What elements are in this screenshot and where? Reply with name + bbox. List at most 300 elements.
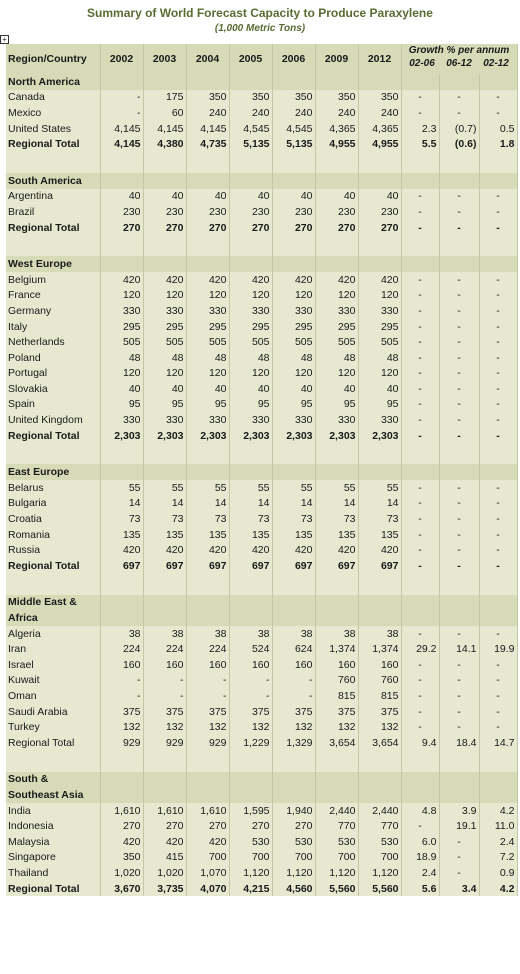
empty-cell: [6, 152, 100, 173]
header-year: 2006: [272, 44, 315, 74]
empty-cell: [315, 464, 358, 480]
empty-cell: [315, 235, 358, 256]
table-row: [6, 319, 517, 335]
table-row: [6, 626, 517, 642]
empty-cell: [143, 74, 186, 90]
growth-value: -: [439, 511, 479, 527]
region-header-row: [6, 772, 517, 788]
section-spacer: [6, 235, 517, 256]
growth-value: -: [439, 366, 479, 382]
capacity-value: 505: [100, 334, 143, 350]
capacity-value: 230: [272, 204, 315, 220]
empty-cell: [100, 443, 143, 464]
capacity-value: -: [100, 105, 143, 121]
capacity-value: 55: [229, 480, 272, 496]
empty-cell: [358, 464, 401, 480]
country-name: Israel: [6, 657, 100, 673]
empty-cell: [272, 751, 315, 772]
region-name: South America: [6, 173, 100, 189]
country-name: Regional Total: [6, 881, 100, 897]
table-row: [6, 834, 517, 850]
country-name: Regional Total: [6, 558, 100, 574]
region-header-row: [6, 256, 517, 272]
capacity-value: 2,303: [315, 428, 358, 444]
capacity-value: 929: [186, 735, 229, 751]
capacity-value: 40: [272, 189, 315, 205]
empty-cell: [358, 235, 401, 256]
table-row: [6, 381, 517, 397]
empty-cell: [401, 464, 439, 480]
capacity-value: 160: [358, 657, 401, 673]
growth-value: 18.4: [439, 735, 479, 751]
empty-cell: [479, 152, 517, 173]
empty-cell: [100, 464, 143, 480]
country-name: Regional Total: [6, 428, 100, 444]
capacity-value: 40: [358, 189, 401, 205]
growth-value: -: [401, 511, 439, 527]
growth-value: -: [479, 719, 517, 735]
capacity-value: 230: [186, 204, 229, 220]
growth-value: -: [439, 657, 479, 673]
table-row: [6, 865, 517, 881]
capacity-value: 697: [272, 558, 315, 574]
empty-cell: [100, 787, 143, 803]
capacity-value: 120: [272, 288, 315, 304]
growth-value: -: [479, 334, 517, 350]
capacity-value: 330: [143, 303, 186, 319]
capacity-value: 375: [143, 704, 186, 720]
capacity-value: 697: [186, 558, 229, 574]
growth-value: -: [479, 366, 517, 382]
empty-cell: [401, 74, 439, 90]
country-name: Indonesia: [6, 818, 100, 834]
region-name: Southeast Asia: [6, 787, 100, 803]
capacity-value: 420: [186, 272, 229, 288]
growth-value: -: [479, 657, 517, 673]
empty-cell: [401, 173, 439, 189]
growth-value: -: [401, 527, 439, 543]
empty-cell: [143, 443, 186, 464]
capacity-value: -: [100, 90, 143, 106]
region-name: Africa: [6, 610, 100, 626]
empty-cell: [401, 595, 439, 611]
capacity-value: 120: [272, 366, 315, 382]
capacity-value: 230: [100, 204, 143, 220]
capacity-value: 420: [100, 834, 143, 850]
growth-value: -: [439, 204, 479, 220]
region-header-row: [6, 595, 517, 611]
capacity-value: 530: [358, 834, 401, 850]
empty-cell: [358, 443, 401, 464]
capacity-value: 815: [315, 688, 358, 704]
country-name: Belarus: [6, 480, 100, 496]
growth-value: -: [439, 303, 479, 319]
capacity-value: 240: [229, 105, 272, 121]
empty-cell: [315, 173, 358, 189]
growth-value: -: [401, 412, 439, 428]
growth-value: 4.8: [401, 803, 439, 819]
cell-selector-marker[interactable]: +: [0, 35, 9, 44]
country-name: Poland: [6, 350, 100, 366]
empty-cell: [229, 574, 272, 595]
country-name: Argentina: [6, 189, 100, 205]
capacity-value: 505: [186, 334, 229, 350]
empty-cell: [358, 574, 401, 595]
growth-value: -: [439, 288, 479, 304]
capacity-value: 375: [315, 704, 358, 720]
capacity-value: 5,560: [358, 881, 401, 897]
capacity-value: 73: [143, 511, 186, 527]
table-row: [6, 704, 517, 720]
country-name: Turkey: [6, 719, 100, 735]
empty-cell: [272, 443, 315, 464]
growth-value: -: [479, 90, 517, 106]
table-row: [6, 688, 517, 704]
growth-value: 4.2: [479, 803, 517, 819]
growth-value: -: [401, 288, 439, 304]
capacity-value: 420: [143, 542, 186, 558]
empty-cell: [100, 574, 143, 595]
capacity-value: 132: [100, 719, 143, 735]
empty-cell: [229, 787, 272, 803]
capacity-value: 350: [315, 90, 358, 106]
country-name: Slovakia: [6, 381, 100, 397]
empty-cell: [229, 235, 272, 256]
header-year: 2012: [358, 44, 401, 74]
header-region: Region/Country: [6, 44, 100, 74]
capacity-value: 95: [358, 397, 401, 413]
table-row: [6, 496, 517, 512]
country-name: Mexico: [6, 105, 100, 121]
capacity-value: 420: [100, 542, 143, 558]
capacity-value: 132: [186, 719, 229, 735]
capacity-value: 295: [229, 319, 272, 335]
region-name: Middle East &: [6, 595, 100, 611]
growth-value: 2.4: [479, 834, 517, 850]
empty-cell: [100, 173, 143, 189]
growth-value: -: [401, 204, 439, 220]
growth-value: 14.7: [479, 735, 517, 751]
capacity-value: 4,735: [186, 136, 229, 152]
capacity-value: 160: [229, 657, 272, 673]
capacity-value: 700: [272, 850, 315, 866]
capacity-value: 48: [143, 350, 186, 366]
capacity-value: 420: [358, 542, 401, 558]
capacity-value: 40: [100, 189, 143, 205]
growth-value: -: [401, 366, 439, 382]
capacity-value: 420: [186, 834, 229, 850]
table-row: [6, 641, 517, 657]
capacity-value: 4,145: [143, 121, 186, 137]
capacity-value: 4,365: [315, 121, 358, 137]
capacity-value: 350: [186, 90, 229, 106]
capacity-value: 38: [100, 626, 143, 642]
capacity-value: 1,374: [358, 641, 401, 657]
capacity-value: 160: [143, 657, 186, 673]
capacity-value: -: [186, 673, 229, 689]
empty-cell: [401, 235, 439, 256]
capacity-value: 120: [100, 366, 143, 382]
growth-value: 11.0: [479, 818, 517, 834]
capacity-value: 48: [100, 350, 143, 366]
growth-value: -: [479, 350, 517, 366]
capacity-value: 330: [272, 412, 315, 428]
capacity-value: 55: [315, 480, 358, 496]
capacity-value: 420: [315, 542, 358, 558]
capacity-value: 120: [315, 366, 358, 382]
empty-cell: [401, 443, 439, 464]
growth-value: 29.2: [401, 641, 439, 657]
empty-cell: [229, 772, 272, 788]
empty-cell: [229, 610, 272, 626]
growth-value: -: [439, 189, 479, 205]
empty-cell: [358, 751, 401, 772]
country-name: Kuwait: [6, 673, 100, 689]
capacity-value: 132: [272, 719, 315, 735]
capacity-value: 1,120: [229, 865, 272, 881]
country-name: United States: [6, 121, 100, 137]
capacity-value: 3,654: [315, 735, 358, 751]
table-row: [6, 334, 517, 350]
capacity-value: 240: [272, 105, 315, 121]
capacity-value: 120: [186, 366, 229, 382]
empty-cell: [186, 787, 229, 803]
growth-value: -: [479, 288, 517, 304]
capacity-value: 40: [229, 189, 272, 205]
growth-value: -: [479, 496, 517, 512]
capacity-value: 132: [143, 719, 186, 735]
growth-value: -: [401, 105, 439, 121]
capacity-value: 530: [272, 834, 315, 850]
capacity-value: 120: [358, 288, 401, 304]
capacity-value: -: [143, 688, 186, 704]
capacity-value: 330: [100, 303, 143, 319]
capacity-value: 48: [315, 350, 358, 366]
empty-cell: [272, 610, 315, 626]
growth-value: -: [479, 381, 517, 397]
empty-cell: [272, 772, 315, 788]
empty-cell: [229, 443, 272, 464]
capacity-value: 95: [272, 397, 315, 413]
growth-value: 18.9: [401, 850, 439, 866]
growth-value: -: [401, 381, 439, 397]
growth-value: -: [479, 204, 517, 220]
capacity-value: 420: [315, 272, 358, 288]
growth-value: 0.5: [479, 121, 517, 137]
capacity-value: 160: [315, 657, 358, 673]
capacity-value: 40: [143, 381, 186, 397]
empty-cell: [100, 74, 143, 90]
capacity-value: 760: [315, 673, 358, 689]
capacity-value: 270: [229, 220, 272, 236]
capacity-value: 4,145: [100, 136, 143, 152]
empty-cell: [143, 772, 186, 788]
empty-cell: [272, 235, 315, 256]
empty-cell: [401, 751, 439, 772]
table-row: [6, 527, 517, 543]
capacity-value: 135: [358, 527, 401, 543]
capacity-value: 230: [143, 204, 186, 220]
growth-value: -: [401, 673, 439, 689]
growth-value: -: [439, 412, 479, 428]
capacity-value: 1,329: [272, 735, 315, 751]
country-name: Thailand: [6, 865, 100, 881]
growth-value: -: [439, 626, 479, 642]
capacity-value: 1,229: [229, 735, 272, 751]
capacity-value: 505: [143, 334, 186, 350]
empty-cell: [272, 574, 315, 595]
capacity-value: 929: [143, 735, 186, 751]
capacity-value: 230: [315, 204, 358, 220]
table-row: [6, 204, 517, 220]
capacity-value: 295: [358, 319, 401, 335]
empty-cell: [100, 152, 143, 173]
capacity-value: -: [100, 688, 143, 704]
empty-cell: [229, 464, 272, 480]
document-title: Summary of World Forecast Capacity to Produce Paraxylene: [87, 6, 433, 20]
capacity-value: 330: [143, 412, 186, 428]
capacity-value: 120: [100, 288, 143, 304]
empty-cell: [358, 74, 401, 90]
empty-cell: [439, 173, 479, 189]
empty-cell: [186, 256, 229, 272]
empty-cell: [401, 574, 439, 595]
region-header-row: [6, 610, 517, 626]
country-name: Singapore: [6, 850, 100, 866]
growth-value: -: [439, 334, 479, 350]
capacity-value: 330: [186, 303, 229, 319]
capacity-value: 2,303: [358, 428, 401, 444]
empty-cell: [479, 772, 517, 788]
empty-cell: [401, 256, 439, 272]
empty-cell: [100, 751, 143, 772]
capacity-value: 1,610: [100, 803, 143, 819]
header-year: 2009: [315, 44, 358, 74]
growth-value: 14.1: [439, 641, 479, 657]
table-row: [6, 480, 517, 496]
empty-cell: [143, 574, 186, 595]
empty-cell: [439, 610, 479, 626]
capacity-value: 530: [315, 834, 358, 850]
empty-cell: [6, 235, 100, 256]
capacity-value: 4,365: [358, 121, 401, 137]
capacity-value: 5,560: [315, 881, 358, 897]
empty-cell: [100, 772, 143, 788]
capacity-value: 1,610: [143, 803, 186, 819]
country-name: Belgium: [6, 272, 100, 288]
capacity-value: 55: [143, 480, 186, 496]
capacity-value: 48: [186, 350, 229, 366]
capacity-value: 120: [229, 366, 272, 382]
empty-cell: [358, 256, 401, 272]
capacity-value: 132: [315, 719, 358, 735]
header-year: 2005: [229, 44, 272, 74]
empty-cell: [186, 235, 229, 256]
capacity-value: 330: [100, 412, 143, 428]
growth-value: -: [401, 303, 439, 319]
regional-total-row: [6, 220, 517, 236]
growth-value: -: [401, 189, 439, 205]
capacity-value: 1,374: [315, 641, 358, 657]
capacity-value: 3,654: [358, 735, 401, 751]
growth-value: 5.6: [401, 881, 439, 897]
capacity-value: 95: [229, 397, 272, 413]
empty-cell: [229, 256, 272, 272]
capacity-value: 330: [315, 303, 358, 319]
growth-value: -: [439, 381, 479, 397]
growth-value: 2.4: [401, 865, 439, 881]
empty-cell: [186, 574, 229, 595]
capacity-value: 700: [358, 850, 401, 866]
empty-cell: [439, 256, 479, 272]
empty-cell: [186, 610, 229, 626]
growth-value: 2.3: [401, 121, 439, 137]
empty-cell: [401, 610, 439, 626]
growth-value: -: [479, 673, 517, 689]
capacity-value: 4,145: [100, 121, 143, 137]
empty-cell: [100, 235, 143, 256]
capacity-value: 4,380: [143, 136, 186, 152]
capacity-value: 295: [315, 319, 358, 335]
growth-value: -: [439, 428, 479, 444]
capacity-value: 1,020: [143, 865, 186, 881]
capacity-value: 420: [229, 272, 272, 288]
empty-cell: [479, 574, 517, 595]
empty-cell: [186, 152, 229, 173]
capacity-value: 120: [315, 288, 358, 304]
empty-cell: [143, 256, 186, 272]
capacity-value: 330: [229, 412, 272, 428]
capacity-value: 160: [272, 657, 315, 673]
empty-cell: [315, 772, 358, 788]
growth-value: -: [401, 428, 439, 444]
empty-cell: [143, 787, 186, 803]
capacity-value: 60: [143, 105, 186, 121]
capacity-value: 700: [315, 850, 358, 866]
capacity-value: 415: [143, 850, 186, 866]
capacity-value: 420: [186, 542, 229, 558]
growth-value: -: [439, 90, 479, 106]
capacity-value: 350: [229, 90, 272, 106]
capacity-value: 1,120: [315, 865, 358, 881]
empty-cell: [229, 751, 272, 772]
capacity-value: 38: [358, 626, 401, 642]
growth-value: -: [401, 657, 439, 673]
capacity-value: 5,135: [272, 136, 315, 152]
capacity-value: 14: [229, 496, 272, 512]
growth-value: -: [401, 480, 439, 496]
section-spacer: [6, 443, 517, 464]
growth-value: 4.2: [479, 881, 517, 897]
growth-value: -: [401, 719, 439, 735]
capacity-value: 1,120: [358, 865, 401, 881]
growth-period: 02-12: [483, 58, 509, 69]
capacity-value: 270: [186, 818, 229, 834]
capacity-value: 295: [143, 319, 186, 335]
empty-cell: [439, 772, 479, 788]
capacity-value: 330: [186, 412, 229, 428]
capacity-value: 929: [100, 735, 143, 751]
growth-value: 19.1: [439, 818, 479, 834]
capacity-value: 230: [358, 204, 401, 220]
capacity-value: 330: [272, 303, 315, 319]
capacity-value: 135: [315, 527, 358, 543]
country-name: Italy: [6, 319, 100, 335]
table-row: [6, 189, 517, 205]
growth-value: -: [479, 527, 517, 543]
growth-value: (0.7): [439, 121, 479, 137]
capacity-value: 73: [186, 511, 229, 527]
